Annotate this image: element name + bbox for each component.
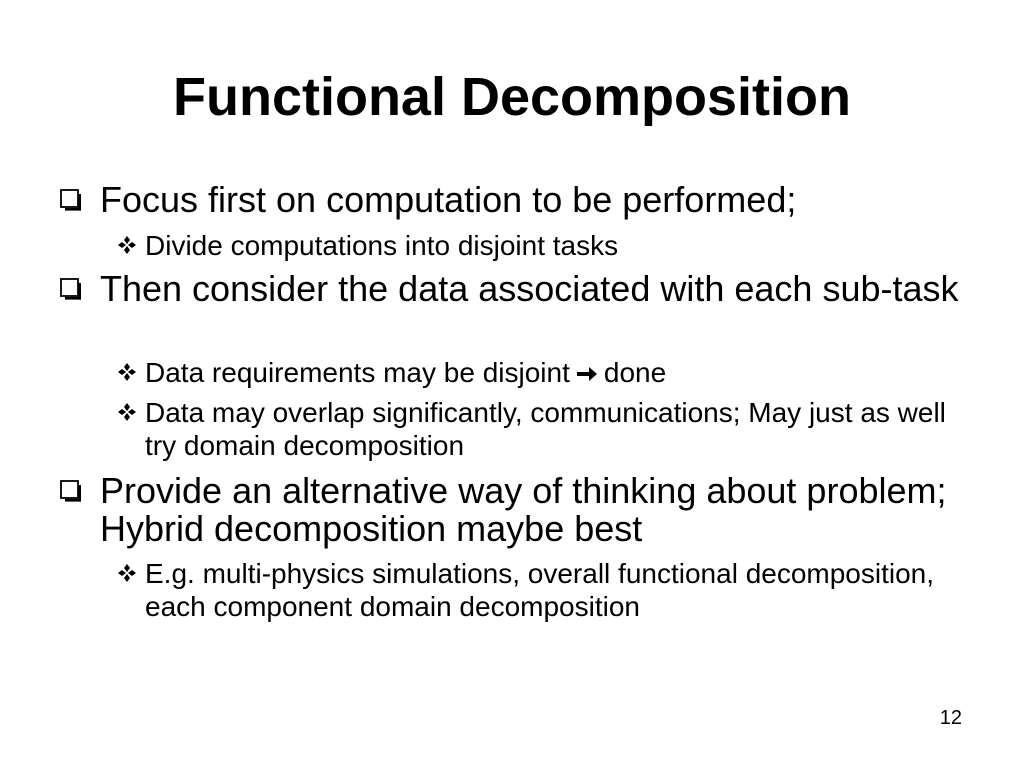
four-diamond-icon [117, 402, 137, 422]
bullet-text: E.g. multi-physics simulations, overall functional decomposition, each component domain decomposition [145, 558, 935, 622]
right-arrow-icon [576, 365, 598, 383]
bullet-text: Data may overlap significantly, communications; May just as well try domain decomposition [145, 397, 946, 461]
page-number: 12 [939, 707, 962, 729]
slide-title: Functional Decomposition [172, 67, 851, 127]
bullet-text-after: done [603, 357, 667, 388]
bullet-text: Then consider the data associated with each sub-task [100, 268, 959, 309]
checkbox-square-icon [60, 278, 82, 300]
checkbox-square-icon [60, 480, 82, 502]
bullet-focus-computation [100, 181, 960, 219]
bullet-text: Focus first on computation to be performed; [100, 179, 797, 220]
bullet-text-before: Data requirements may be disjoint [145, 357, 570, 388]
bullet-data-overlap [145, 396, 965, 462]
bullet-alternative-way [100, 472, 960, 548]
bullet-multi-physics [145, 557, 965, 623]
bullet-divide-computations [145, 229, 965, 262]
four-diamond-icon [117, 362, 137, 382]
bullet-data-disjoint [145, 356, 965, 389]
four-diamond-icon [117, 563, 137, 583]
four-diamond-icon [117, 235, 137, 255]
checkbox-square-icon [60, 189, 82, 211]
bullet-text: Provide an alternative way of thinking about problem; Hybrid decomposition maybe best [100, 470, 947, 549]
bullet-consider-data [100, 270, 960, 308]
bullet-text: Divide computations into disjoint tasks [145, 230, 619, 261]
